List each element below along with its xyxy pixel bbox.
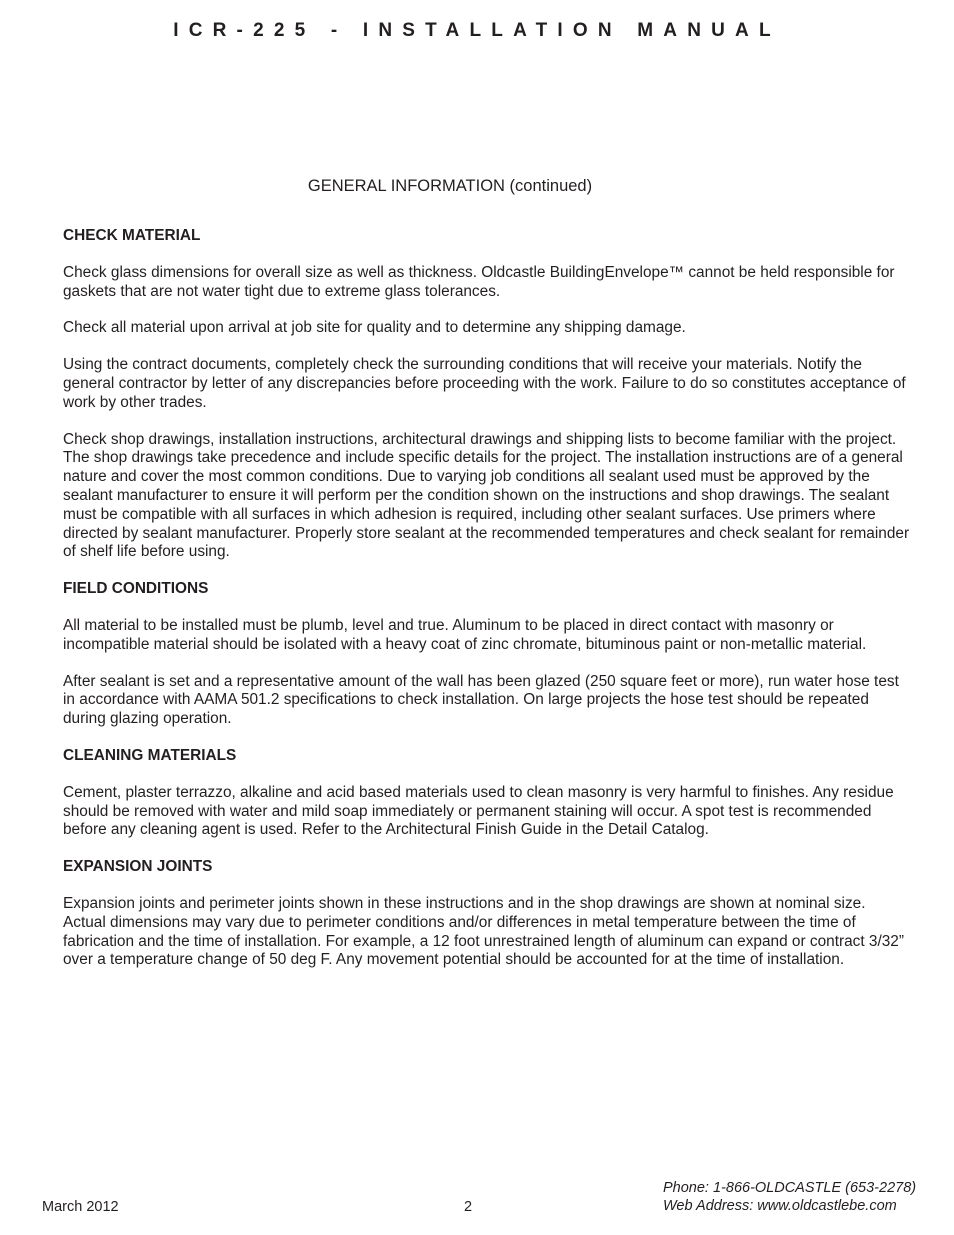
paragraph: Check all material upon arrival at job site for quality and to determine any shipping damage.	[63, 319, 686, 337]
paragraph: After sealant is set and a representative amount of the wall has been glazed (250 square feet or more), run water hose test in accordance with AAMA 501.2 specifications to check installation. On large projects the hose test should be repeated during glazing operation.	[63, 672, 899, 728]
footer-contact	[663, 1179, 916, 1215]
section-heading: CLEANING MATERIALS	[63, 746, 237, 764]
page-number: 2	[464, 1199, 473, 1215]
document-body	[63, 227, 911, 988]
document-title: ICR-225 - INSTALLATION MANUAL	[173, 20, 781, 41]
section-title: GENERAL INFORMATION (continued)	[307, 177, 593, 195]
section-check-material	[63, 227, 911, 562]
section-cleaning-materials	[63, 747, 911, 840]
paragraph: Check shop drawings, installation instructions, architectural drawings and shipping lists to become familiar with the project. The shop drawings take precedence and include specific details for the project. The installation instructions are of a general nature and cover the most common conditions. Due to varying job conditions all sealant used must be approved by the sealant manufacturer to ensure it will perform per the condition shown on the instructions and shop drawings. The sealant must be compatible with all surfaces in which adhesion is required, including other sealant surfaces. Use primers where directed by sealant manufacturer. Properly store sealant at the recommended temperatures and check sealant for remainder of shelf life before using.	[63, 430, 910, 561]
paragraph: Expansion joints and perimeter joints shown in these instructions and in the shop drawings are shown at nominal size. Actual dimensions may vary due to perimeter conditions and/or differences in metal temperature between the time of fabrication and the time of installation. For example, a 12 foot unrestrained length of aluminum can expand or contract 3/32” over a temperature change of 50 deg F. Any movement potential should be accounted for at the time of installation.	[63, 894, 904, 969]
paragraph: Cement, plaster terrazzo, alkaline and acid based materials used to clean masonry is very harmful to finishes. Any residue should be removed with water and mild soap immediately or permanent staining will occur. A spot test is recommended before any cleaning agent is used. Refer to the Architectural Finish Guide in the Detail Catalog.	[63, 783, 894, 839]
paragraph: Using the contract documents, completely check the surrounding conditions that will receive your materials. Notify the general contractor by letter of any discrepancies before proceeding with the work. Failure to do so constitutes acceptance of work by other trades.	[63, 356, 906, 411]
footer-web-address: Web Address: www.oldcastlebe.com	[663, 1198, 897, 1214]
section-heading: EXPANSION JOINTS	[63, 858, 213, 876]
section-field-conditions	[63, 580, 911, 729]
footer-date: March 2012	[42, 1199, 119, 1215]
paragraph: All material to be installed must be plumb, level and true. Aluminum to be placed in direct contact with masonry or incompatible material should be isolated with a heavy coat of zinc chromate, bituminous paint or non-metallic material.	[63, 616, 867, 653]
paragraph: Check glass dimensions for overall size as well as thickness. Oldcastle BuildingEnvelope™ cannot be held responsible for gaskets that are not water tight due to extreme glass tolerances.	[63, 263, 895, 300]
section-expansion-joints	[63, 858, 911, 970]
section-heading: CHECK MATERIAL	[63, 227, 201, 244]
section-heading: FIELD CONDITIONS	[63, 580, 209, 598]
footer-phone: Phone: 1-866-OLDCASTLE (653-2278)	[663, 1180, 917, 1196]
